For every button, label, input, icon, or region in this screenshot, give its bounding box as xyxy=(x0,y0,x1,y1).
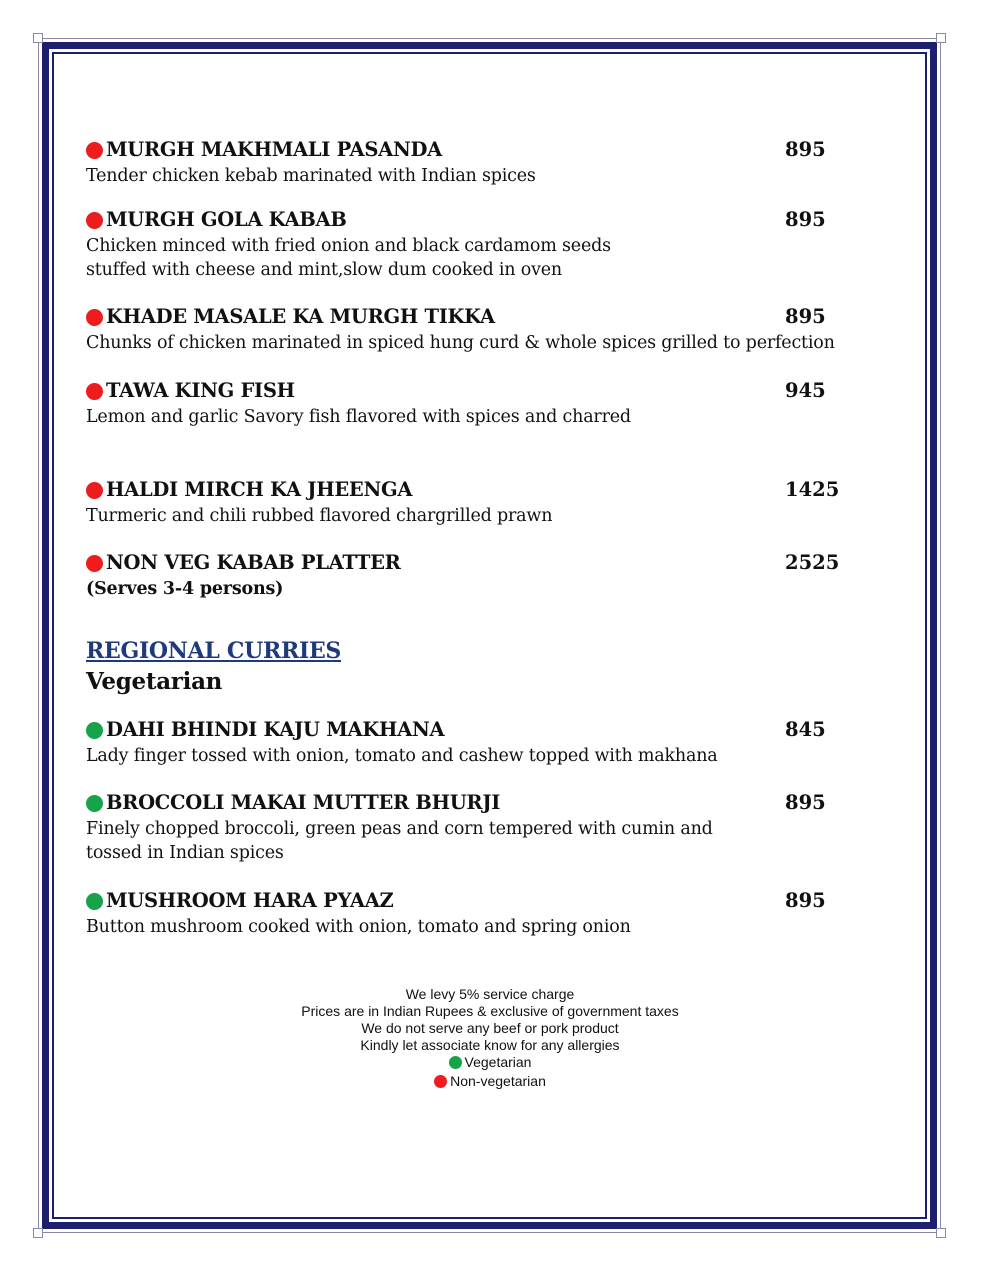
non-veg-indicator-icon xyxy=(86,212,103,229)
menu-item xyxy=(86,305,846,355)
item-description: Lady finger tossed with onion, tomato and cashew topped with makhana xyxy=(86,746,718,766)
veg-indicator-icon xyxy=(86,795,103,812)
non-veg-indicator-icon xyxy=(86,142,103,159)
menu-item xyxy=(86,478,846,528)
footer-line: Prices are in Indian Rupees & exclusive of government taxes xyxy=(301,1003,679,1019)
non-veg-indicator-icon xyxy=(86,482,103,499)
item-name: DAHI BHINDI KAJU MAKHANA xyxy=(106,718,445,741)
non-veg-indicator-icon xyxy=(86,555,103,572)
item-name: KHADE MASALE KA MURGH TIKKA xyxy=(106,305,495,328)
item-description: tossed in Indian spices xyxy=(86,843,284,863)
item-name: MUSHROOM HARA PYAAZ xyxy=(106,889,394,912)
item-price: 895 xyxy=(785,889,826,912)
veg-indicator-icon xyxy=(86,722,103,739)
veg-legend-icon xyxy=(449,1056,462,1069)
frame-corner xyxy=(936,1228,946,1238)
non-veg-indicator-icon xyxy=(86,309,103,326)
item-description: Lemon and garlic Savory fish flavored with spices and charred xyxy=(86,407,631,427)
item-description: Chunks of chicken marinated in spiced hung curd & whole spices grilled to perfection xyxy=(86,333,835,353)
menu-item xyxy=(86,718,846,768)
frame-corner xyxy=(33,1228,43,1238)
veg-indicator-icon xyxy=(86,893,103,910)
item-description: Tender chicken kebab marinated with Indian spices xyxy=(86,166,536,186)
footer-line: We levy 5% service charge xyxy=(405,986,575,1002)
item-price: 895 xyxy=(785,208,826,231)
menu-item xyxy=(86,208,846,282)
item-description: Turmeric and chili rubbed flavored chargrilled prawn xyxy=(86,506,553,526)
menu-item xyxy=(86,138,846,188)
legend-nonveg xyxy=(200,1073,780,1092)
menu-item xyxy=(86,379,846,429)
item-name: NON VEG KABAB PLATTER xyxy=(106,551,401,574)
menu-item xyxy=(86,889,846,939)
item-description: Chicken minced with fried onion and black cardamom seeds xyxy=(86,236,611,256)
item-name: MURGH MAKHMALI PASANDA xyxy=(106,138,442,161)
legend-nonveg-label: Non-vegetarian xyxy=(450,1073,546,1089)
item-price: 845 xyxy=(785,718,826,741)
item-name: HALDI MIRCH KA JHEENGA xyxy=(106,478,413,501)
non-veg-legend-icon xyxy=(434,1075,447,1088)
frame-corner xyxy=(936,33,946,43)
section-title: REGIONAL CURRIES xyxy=(86,638,342,664)
footer-notes xyxy=(200,986,780,1092)
item-name: MURGH GOLA KABAB xyxy=(106,208,347,231)
legend-veg xyxy=(200,1054,780,1073)
footer-line: We do not serve any beef or pork product xyxy=(361,1020,619,1036)
item-price: 1425 xyxy=(785,478,840,501)
item-description: Finely chopped broccoli, green peas and corn tempered with cumin and xyxy=(86,819,713,839)
item-description: Button mushroom cooked with onion, tomato and spring onion xyxy=(86,917,631,937)
menu-item xyxy=(86,551,846,601)
item-price: 895 xyxy=(785,138,826,161)
section-subtitle: Vegetarian xyxy=(86,668,223,695)
footer-line: Kindly let associate know for any allergies xyxy=(360,1037,620,1053)
item-price: 895 xyxy=(785,305,826,328)
legend-veg-label: Vegetarian xyxy=(464,1054,532,1070)
non-veg-indicator-icon xyxy=(86,383,103,400)
item-description: (Serves 3-4 persons) xyxy=(86,579,284,599)
item-description: stuffed with cheese and mint,slow dum cooked in oven xyxy=(86,260,562,280)
item-price: 895 xyxy=(785,791,826,814)
item-name: BROCCOLI MAKAI MUTTER BHURJI xyxy=(106,791,501,814)
menu-item xyxy=(86,791,846,865)
item-price: 2525 xyxy=(785,551,840,574)
item-price: 945 xyxy=(785,379,826,402)
frame-corner xyxy=(33,33,43,43)
item-name: TAWA KING FISH xyxy=(106,379,295,402)
